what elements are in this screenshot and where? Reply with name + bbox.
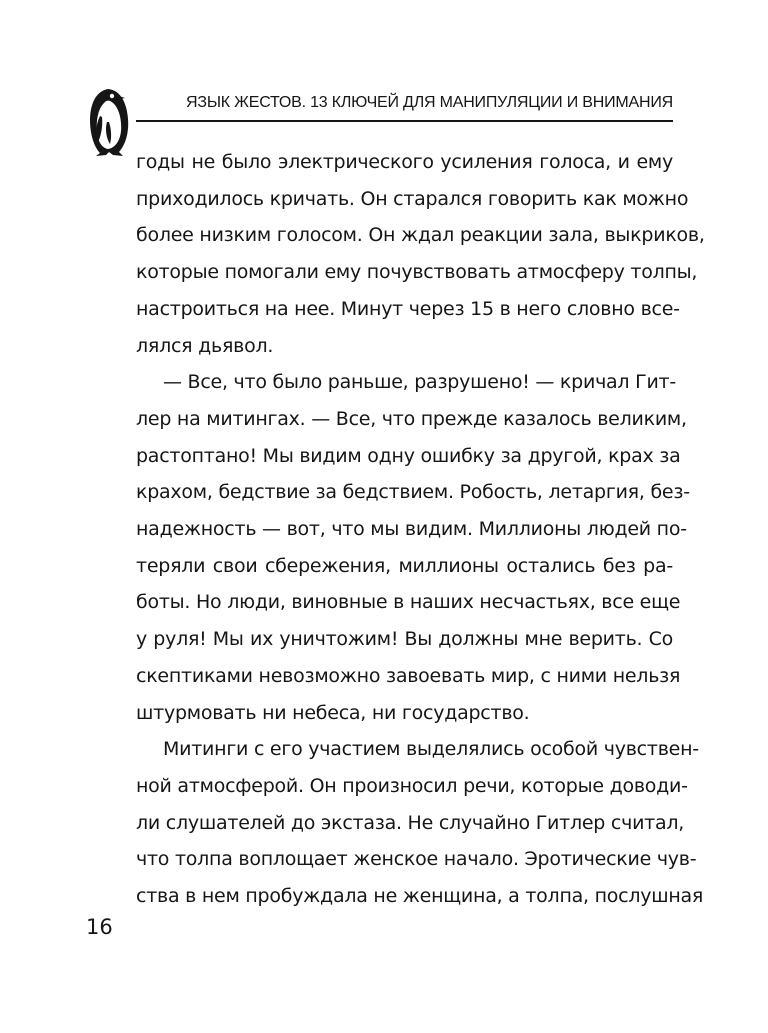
text-line: ства в нем пробуждала не женщина, а толпа, послушная	[136, 885, 704, 908]
text-line: ной атмосферой. Он произносил речи, которые доводи-	[136, 774, 688, 797]
text-line: растоптано! Мы видим одну ошибку за другой, крах за	[136, 444, 681, 467]
text-line: надежность — вот, что мы видим. Миллионы людей по-	[136, 518, 687, 541]
page-number: 16	[86, 915, 113, 939]
text-line: теряли свои сбережения, миллионы остались без ра-	[136, 554, 673, 577]
paragraph-2	[136, 364, 690, 731]
penguin-icon	[86, 86, 132, 158]
penguin-logo-icon	[86, 86, 132, 158]
text-line: настроиться на нее. Минут через 15 в него словно все-	[136, 297, 680, 320]
text-line: штурмовать ни небеса, ни государство.	[136, 701, 530, 724]
text-line: крахом, бедствие за бедствием. Робость, летаргия, без-	[136, 481, 690, 504]
text-line: более низким голосом. Он ждал реакции зала, выкриков,	[136, 224, 705, 247]
text-line: Митинги с его участием выделялись особой чувствен-	[163, 738, 699, 761]
header-divider	[136, 120, 673, 122]
text-line: лялся дьявол.	[136, 334, 274, 357]
text-line: что толпа воплощает женское начало. Эротические чув-	[136, 848, 697, 871]
text-line: у руля! Мы их уничтожим! Вы должны мне верить. Со	[136, 628, 673, 651]
text-line: которые помогали ему почувствовать атмосферу толпы,	[136, 261, 698, 284]
text-line: — Все, что было раньше, разрушено! — кричал Гит-	[163, 371, 676, 394]
paragraph-1	[136, 144, 705, 364]
text-line: лер на митингах. — Все, что прежде казалось великим,	[136, 407, 687, 430]
paragraph-3	[136, 731, 704, 915]
text-line: скептиками невозможно завоевать мир, с ними нельзя	[136, 664, 681, 687]
text-line: боты. Но люди, виновные в наших несчастьях, все еще	[136, 591, 681, 614]
text-line: приходилось кричать. Он старался говорить как можно	[136, 187, 689, 210]
text-line: годы не было электрического усиления голоса, и ему	[136, 151, 673, 173]
body-text	[136, 144, 705, 915]
text-line: ли слушателей до экстаза. Не случайно Гитлер считал,	[136, 811, 685, 834]
running-title: ЯЗЫК ЖЕСТОВ. 13 КЛЮЧЕЙ ДЛЯ МАНИПУЛЯЦИИ И ВНИМАНИЯ	[186, 94, 673, 111]
